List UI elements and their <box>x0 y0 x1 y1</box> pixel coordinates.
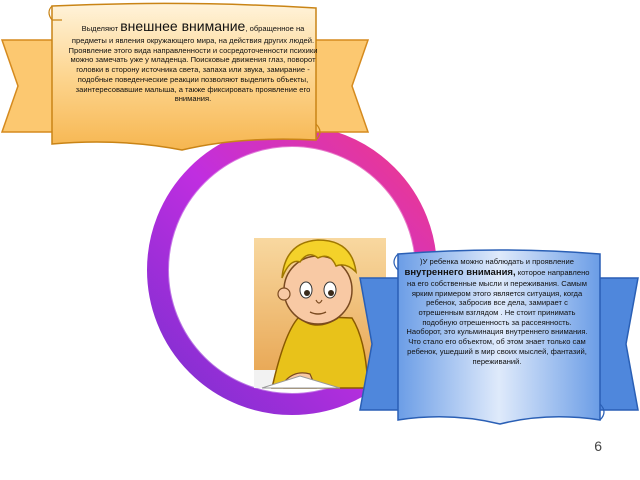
internal-term: внутреннего внимания, <box>404 266 516 278</box>
external-body: обращенное на предметы и явления окружающего мира, на действия других людей. Проявление этого вида направленности и сосредоточенности психики можно замечать уже у младенца. Поисковые движения глаз, поворот головки в сторону источника света, запаха или звука, замирание - подобные поведенческие реакции позволяют выделить объекты, заинтересовавшие малыша, а также фиксировать проявление его внимания. <box>68 24 318 104</box>
slide-number: 6 <box>594 438 602 454</box>
external-term: внешнее внимание <box>120 18 246 34</box>
external-term-suffix: , <box>245 24 248 33</box>
internal-body: которое направлено на его собственные мысли и переживания. Самым ярким примером этого является ситуация, когда ребенок, забросив все дела, замирает с отрешенным взглядом . Не стоит принимать подобную отрешенность за рассеянность. Наоборот, это кульминация внутреннего внимания. Что стало его объектом, об этом знает только сам ребенок, ушедший в мир своих мыслей, фантазий, переживаний. <box>406 267 590 366</box>
internal-attention-text <box>404 257 590 366</box>
internal-lead: )У ребенка можно наблюдать и проявление <box>420 257 574 266</box>
external-lead: Выделяют <box>81 24 121 33</box>
external-attention-text <box>68 18 318 104</box>
